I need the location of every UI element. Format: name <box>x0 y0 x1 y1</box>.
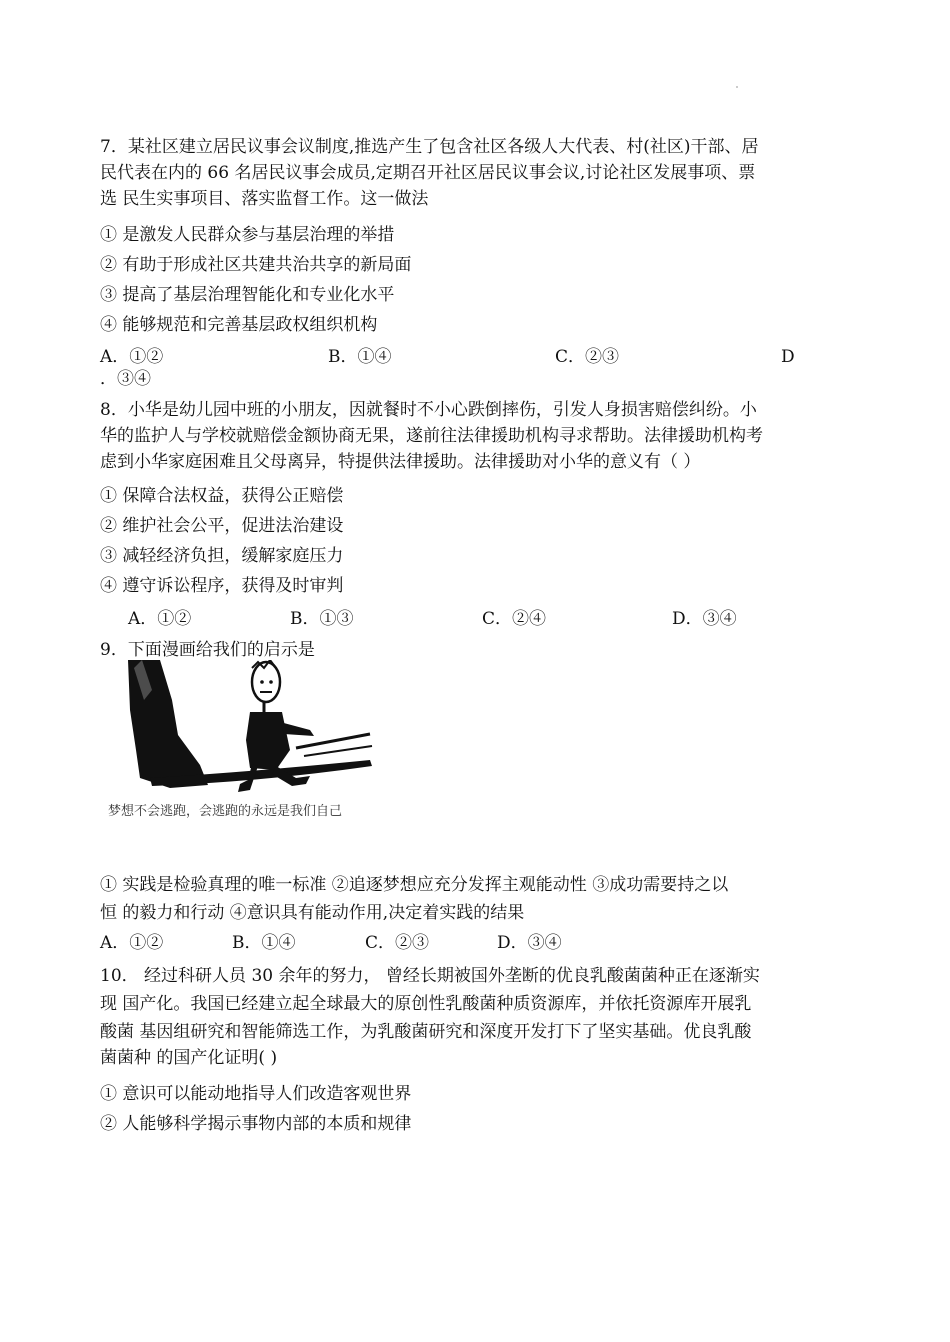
q7-stem-line-2: 民代表在内的 66 名居民议事会成员,定期召开社区居民议事会议,讨论社区发展事项、票 <box>100 163 756 183</box>
q8-stem-line-2: 华的监护人与学校就赔偿金额协商无果，遂前往法律援助机构寻求帮助。法律援助机构考 <box>100 426 763 446</box>
q8-stem-line-3: 虑到小华家庭困难且父母离异，特提供法律援助。法律援助对小华的意义有（ ） <box>100 452 701 472</box>
q8-option-c[interactable]: C．②④ <box>482 609 547 629</box>
q7-option-d-text[interactable]: ．③④ <box>100 369 151 389</box>
q8-statement-4: ④ 遵守诉讼程序，获得及时审判 <box>100 576 344 596</box>
q10-stem-line-4: 菌菌种 的国产化证明( ) <box>100 1048 278 1068</box>
q10-stem-line-3: 酸菌 基因组研究和智能筛选工作，为乳酸菌研究和深度开发打下了坚实基础。优良乳酸 <box>100 1022 752 1042</box>
cartoon-caption: 梦想不会逃跑，会逃跑的永远是我们自己 <box>108 804 343 819</box>
q8-stem-line-1: 8．小华是幼儿园中班的小朋友，因就餐时不小心跌倒摔伤，引发人身损害赔偿纠纷。小 <box>100 400 757 420</box>
q8-statement-3: ③ 减轻经济负担，缓解家庭压力 <box>100 546 344 566</box>
q8-option-b[interactable]: B．①③ <box>290 609 354 629</box>
q7-stem-line-3: 选 民生实事项目、落实监督工作。这一做法 <box>100 189 429 209</box>
q9-option-d[interactable]: D．③④ <box>497 933 562 953</box>
q9-option-b[interactable]: B．①④ <box>232 933 296 953</box>
q7-option-c[interactable]: C．②③ <box>555 347 620 367</box>
q8-option-a[interactable]: A．①② <box>128 609 192 629</box>
scan-speck <box>736 86 738 88</box>
q10-stem-line-2: 现 国产化。我国已经建立起全球最大的原创性乳酸菌种质资源库，并依托资源库开展乳 <box>100 994 752 1014</box>
q7-option-b[interactable]: B．①④ <box>328 347 392 367</box>
q9-option-a[interactable]: A．①② <box>100 933 164 953</box>
q10-statement-1: ① 意识可以能动地指导人们改造客观世界 <box>100 1084 412 1104</box>
q9-stem: 9．下面漫画给我们的启示是 <box>100 640 315 660</box>
q7-statement-2: ② 有助于形成社区共建共治共享的新局面 <box>100 255 412 275</box>
q10-stem-line-1: 10． 经过科研人员 30 余年的努力， 曾经长期被国外垄断的优良乳酸菌菌种正在逐渐实 <box>100 966 760 986</box>
q10-statement-2: ② 人能够科学揭示事物内部的本质和规律 <box>100 1114 412 1134</box>
q7-statement-3: ③ 提高了基层治理智能化和专业化水平 <box>100 285 395 305</box>
q8-option-d[interactable]: D．③④ <box>672 609 737 629</box>
q8-statement-1: ① 保障合法权益，获得公正赔偿 <box>100 486 344 506</box>
q9-option-c[interactable]: C．②③ <box>365 933 430 953</box>
q8-statement-2: ② 维护社会公平，促进法治建设 <box>100 516 344 536</box>
q7-option-d[interactable]: D <box>781 347 795 367</box>
q7-stem-line-1: 7．某社区建立居民议事会议制度,推选产生了包含社区各级人大代表、村(社区)干部、居 <box>100 137 759 157</box>
q7-statement-4: ④ 能够规范和完善基层政权组织机构 <box>100 315 378 335</box>
q9-statement-line-1: ① 实践是检验真理的唯一标准 ②追逐梦想应充分发挥主观能动性 ③成功需要持之以 <box>100 875 729 895</box>
q9-statement-line-2: 恒 的毅力和行动 ④意识具有能动作用,决定着实践的结果 <box>100 903 525 923</box>
q7-statement-1: ① 是激发人民群众参与基层治理的举措 <box>100 225 395 245</box>
q7-option-a[interactable]: A．①② <box>100 347 164 367</box>
